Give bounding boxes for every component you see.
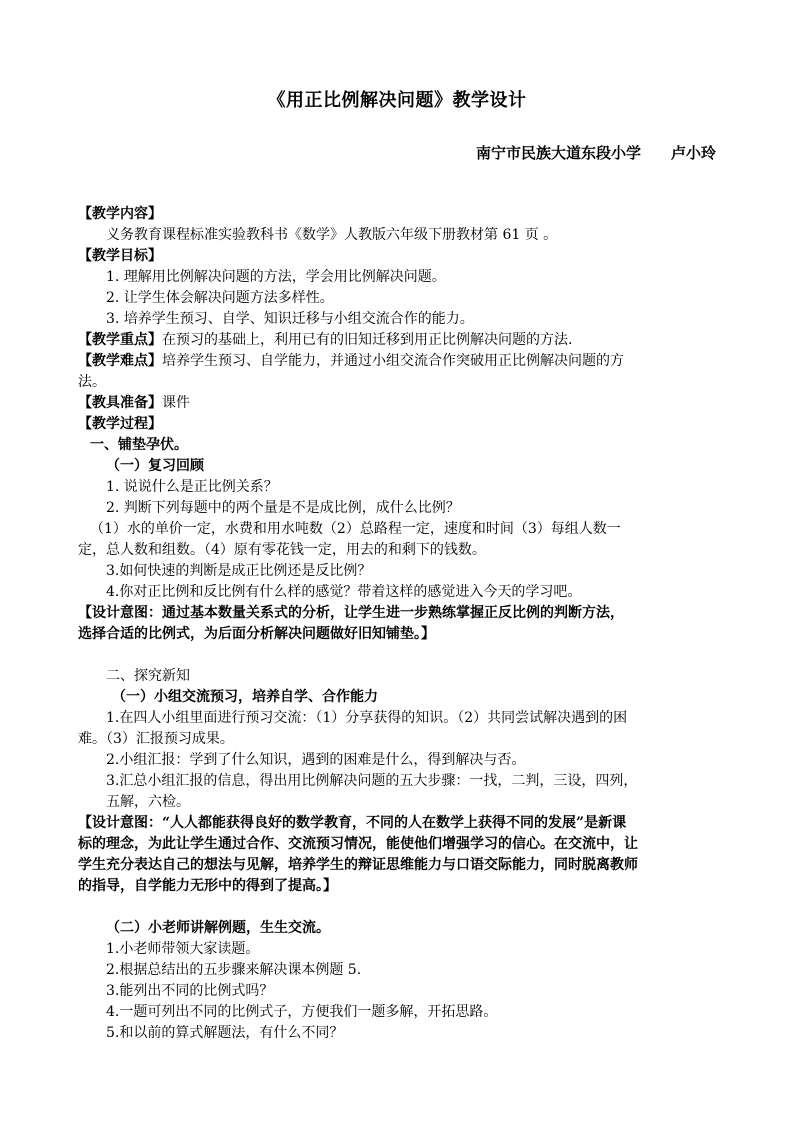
document-title: 《用正比例解决问题》教学设计 [267,90,527,111]
key-point-text: 在预习的基础上，利用已有的旧知迁移到用正比例解决问题的方法. [162,332,573,348]
design-intent: 选择合适的比例式，为后面分析解决问题做好旧知铺垫。】 [78,626,435,642]
sub-heading: （二）小老师讲解例题，生生交流。 [106,920,330,936]
design-intent: 标的理念，为此让学生通过合作、交流预习情况，能使他们增强学习的信心。在交流中，让 [78,836,638,852]
spacer [78,897,726,918]
list-item: 3.汇总小组汇报的信息，得出用比例解决问题的五大步骤：一找，二判，三设，四列， [106,773,638,789]
list-item: 1.在四人小组里面进行预习交流：（1）分享获得的知识。（2）共同尝试解决遇到的困 [106,710,628,726]
goal-item: 3. 培养学生预习、自学、知识迁移与小组交流合作的能力。 [106,311,474,327]
examples-line: （1）水的单价一定，水费和用水吨数（2）总路程一定，速度和时间（3）每组人数一 [90,521,621,537]
tools-row [78,393,726,414]
list-item-continued: 五解，六检。 [106,794,190,810]
key-point-row [78,330,726,351]
examples-line: 定，总人数和组数。（4）原有零花钱一定，用去的和剩下的钱数。 [78,542,486,558]
part-heading: 二、探究新知 [106,668,190,684]
list-item: 1.小老师带领大家读题。 [106,941,260,957]
list-item: 4.一题可列出不同的比例式子，方便我们一题多解，开拓思路。 [106,1004,498,1020]
list-item-continued: 难。（3）汇报预习成果。 [78,731,234,747]
list-item: 4.你对正比例和反比例有什么样的感觉？带着这样的感觉进入今天的学习吧。 [106,584,582,600]
difficulty-row [78,351,726,372]
difficulty-text: 培养学生预习、自学能力，并通过小组交流合作突破用正比例解决问题的方 [162,353,624,369]
section-heading-goals: 【教学目标】 [78,248,162,264]
design-intent: 学生充分表达自己的想法与见解，培养学生的辩证思维能力与口语交际能力，同时脱离教师 [78,857,638,873]
part-heading: 一、铺垫孕伏。 [90,437,188,453]
list-item: 2.小组汇报：学到了什么知识，遇到的困难是什么，得到解决与否。 [106,752,526,768]
list-item: 2.根据总结出的五步骤来解决课本例题 5. [106,962,362,978]
list-item: 5.和以前的算式解题法，有什么不同？ [106,1025,344,1041]
spacer [78,645,726,666]
goal-item: 1. 理解用比例解决问题的方法，学会用比例解决问题。 [106,269,446,285]
section-heading-process: 【教学过程】 [78,416,162,432]
section-heading-tools: 【教具准备】 [78,395,162,411]
design-intent: 【设计意图：通过基本数量关系式的分析，让学生进一步熟练掌握正反比例的判断方法， [78,605,624,621]
content-text: 义务教育课程标准实验教科书《数学》人教版六年级下册教材第 61 页 。 [106,227,558,243]
section-heading-key: 【教学重点】 [78,332,162,348]
section-heading-content: 【教学内容】 [78,206,162,222]
list-item: 2. 判断下列每题中的两个量是不是成比例，成什么比例？ [106,500,460,516]
list-item: 3.能列出不同的比例式吗？ [106,983,274,999]
list-item: 1. 说说什么是正比例关系？ [106,479,278,495]
goal-item: 2. 让学生体会解决问题方法多样性。 [106,290,334,306]
section-heading-difficulty: 【教学难点】 [78,353,162,369]
document-body [78,204,726,1044]
list-item: 3.如何快速的判断是成正比例还是反比例？ [106,563,372,579]
difficulty-text-continued: 法。 [78,374,106,390]
document-author: 南宁市民族大道东段小学 卢小玲 [475,144,716,162]
tools-text: 课件 [162,395,190,411]
design-intent: 的指导，自学能力无形中的得到了提高。】 [78,878,337,894]
design-intent: 【设计意图：“人人都能获得良好的数学教育，不同的人在数学上获得不同的发展”是新课 [78,815,627,831]
sub-heading: （一）小组交流预习，培养自学、合作能力 [112,689,378,705]
sub-heading: （一）复习回顾 [106,458,204,474]
